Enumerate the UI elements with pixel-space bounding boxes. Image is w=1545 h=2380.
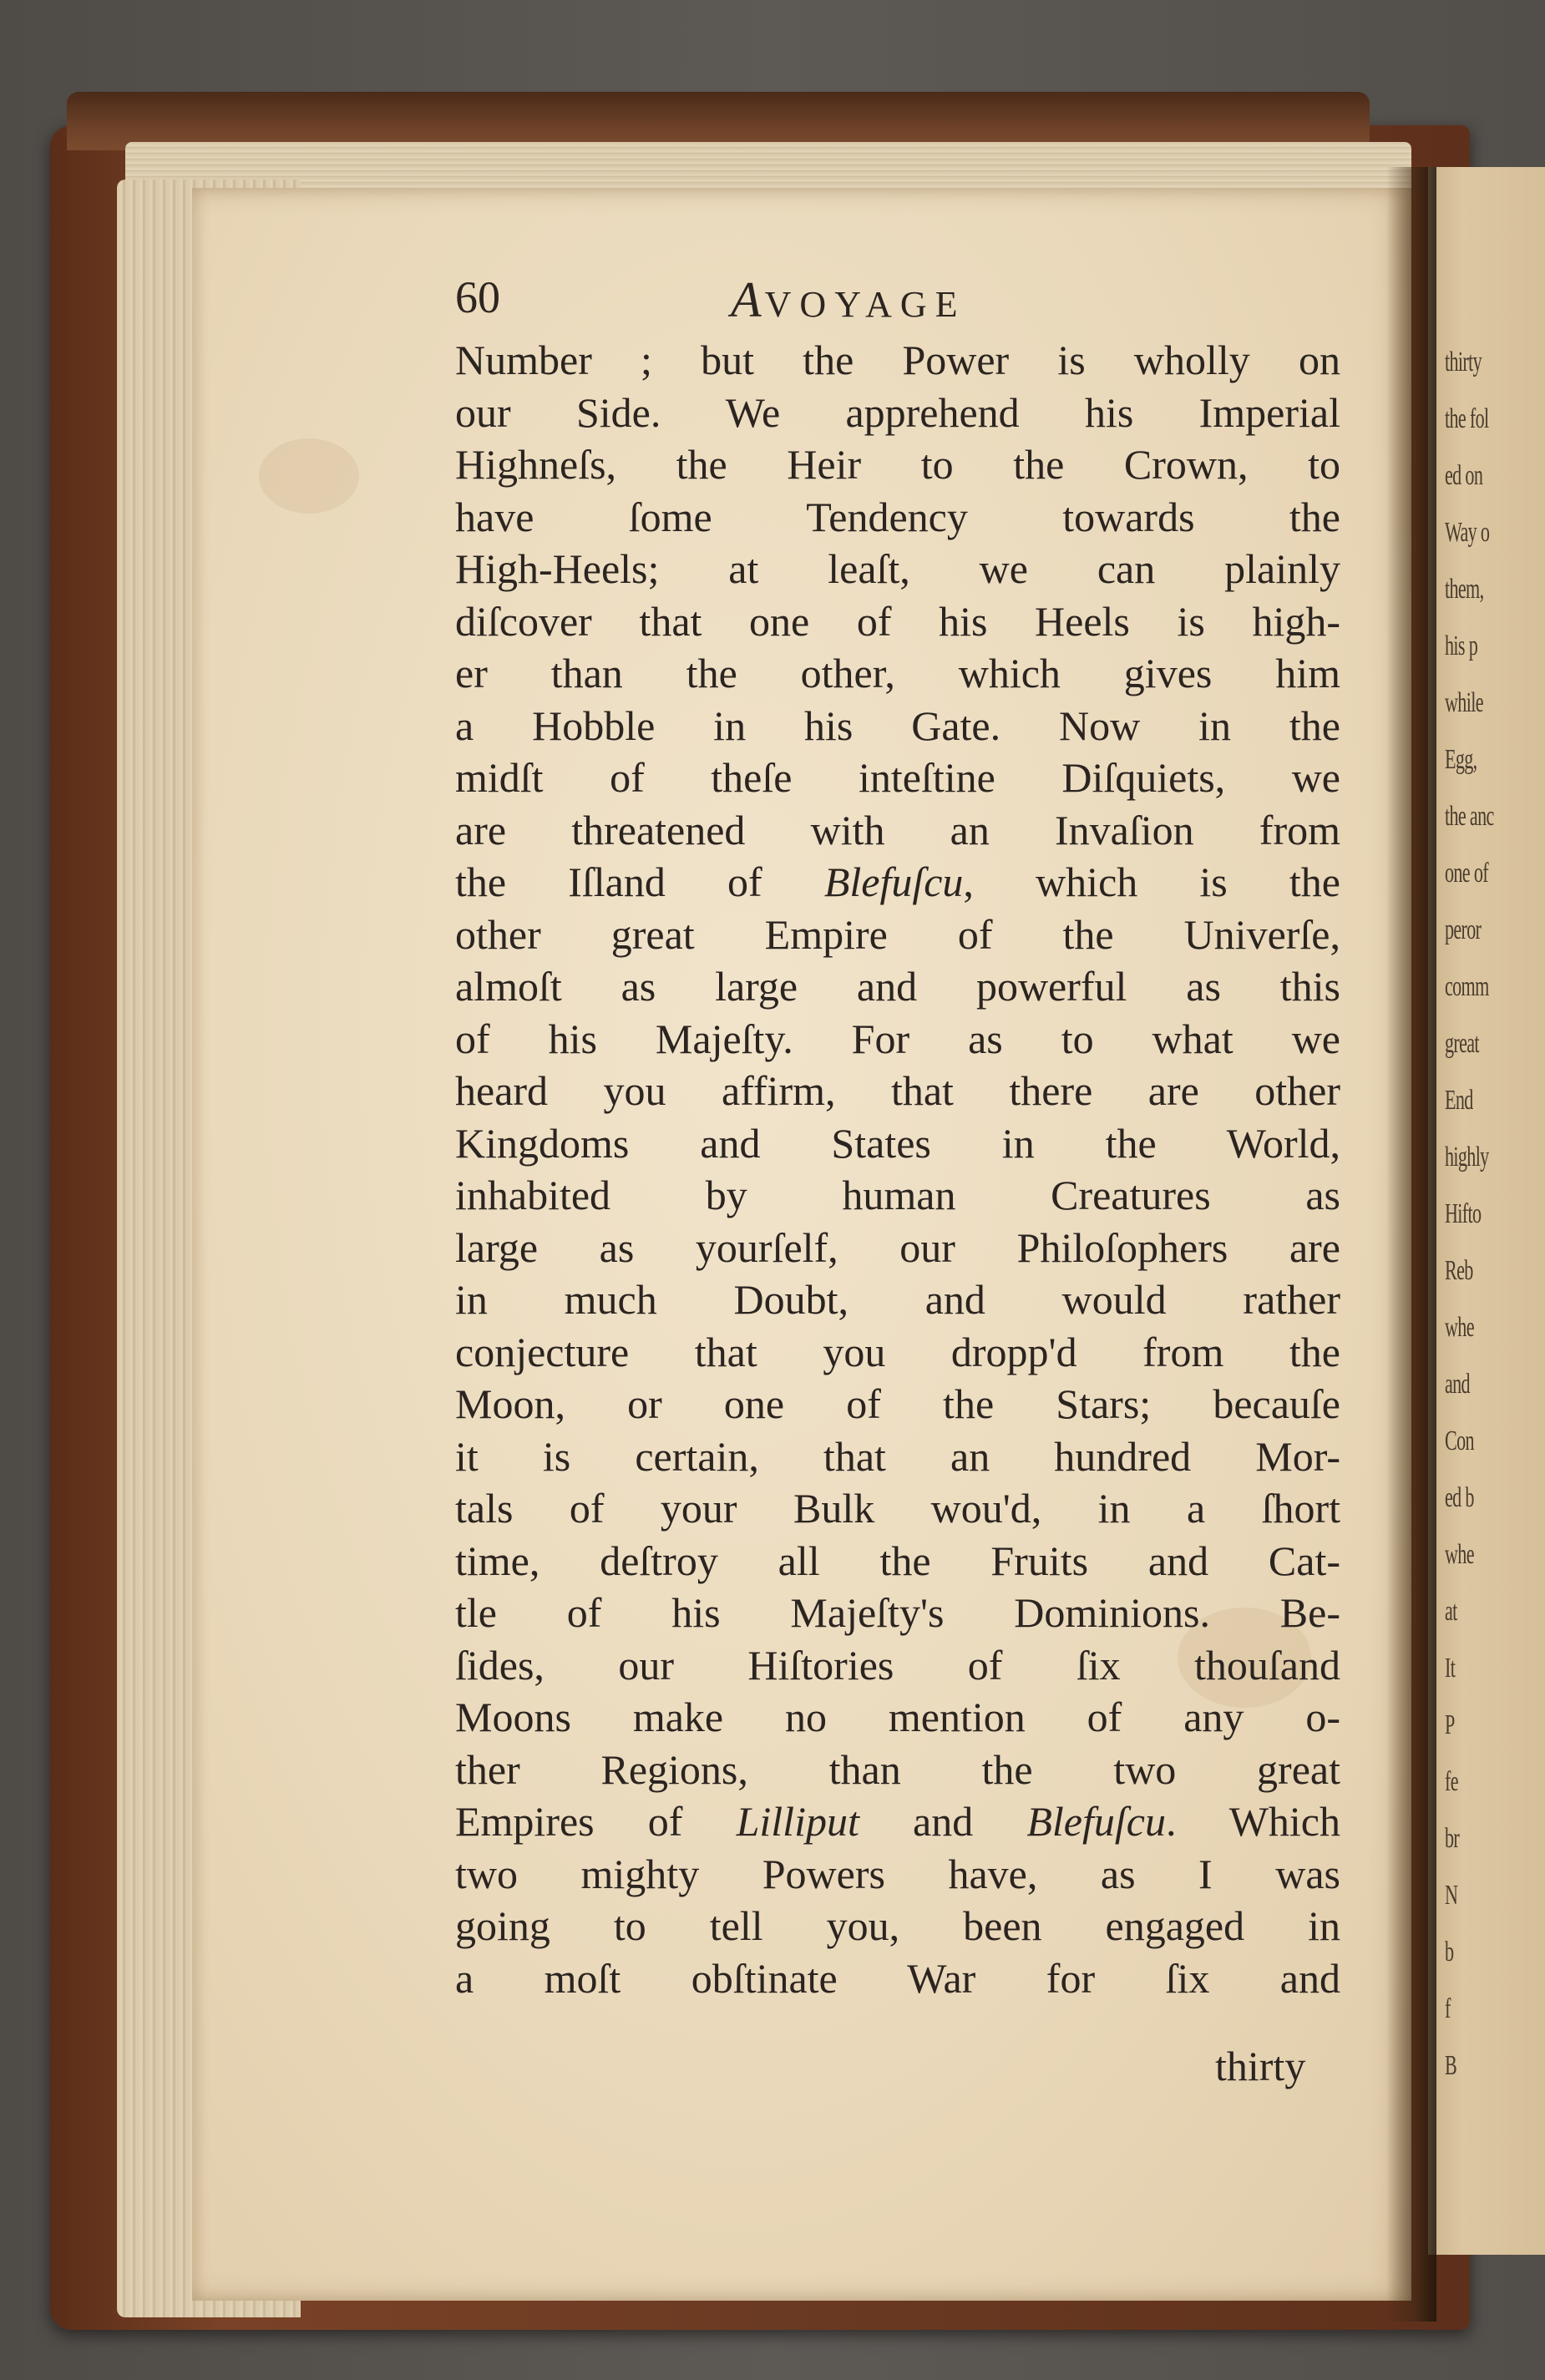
facing-page-fragment: thirty <box>1445 347 1482 377</box>
facing-page-fragment: Reb <box>1445 1255 1473 1286</box>
text-line: ther Regions, than the two great <box>455 1745 1340 1793</box>
text-line: Kingdoms and States in the World, <box>455 1119 1340 1167</box>
facing-page-fragment: Hifto <box>1445 1198 1482 1229</box>
paper-stain <box>259 438 359 514</box>
running-head-initial: A <box>731 272 765 327</box>
facing-page-fragment: peror <box>1445 914 1482 945</box>
text-line: two mighty Powers have, as I was <box>455 1850 1340 1897</box>
text-line: ſides, our Hiſtories of ſix thouſand <box>455 1641 1340 1689</box>
text-line: Highneſs, the Heir to the Crown, to <box>455 441 1340 488</box>
text-line: have ſome Tendency towards the <box>455 493 1340 540</box>
text-line: our Side. We apprehend his Imperial <box>455 388 1340 436</box>
text-line: diſcover that one of his Heels is high- <box>455 597 1340 645</box>
facing-page-fragment: them, <box>1445 574 1484 605</box>
facing-page <box>1428 167 1545 2255</box>
facing-page-fragment: It <box>1445 1653 1456 1684</box>
text-line: Moon, or one of the Stars; becauſe <box>455 1380 1340 1427</box>
text-line: heard you affirm, that there are other <box>455 1067 1340 1114</box>
running-head <box>731 271 966 329</box>
facing-page-fragment: Con <box>1445 1425 1474 1456</box>
facing-page-fragment: B <box>1445 2050 1457 2081</box>
facing-page-fragment: the anc <box>1445 801 1494 832</box>
facing-page-fragment: f <box>1445 1993 1451 2024</box>
facing-page-fragment: ed b <box>1445 1482 1474 1513</box>
facing-page-fragment: his p <box>1445 630 1478 661</box>
text-line: a Hobble in his Gate. Now in the <box>455 701 1340 749</box>
book-gutter <box>1386 167 1436 2322</box>
text-line: Moons make no mention of any o- <box>455 1694 1340 1740</box>
text-line: it is certain, that an hundred Mor- <box>455 1432 1340 1480</box>
text-line: going to tell you, been engaged in <box>455 1902 1340 1949</box>
facing-page-fragment: whe <box>1445 1539 1474 1570</box>
text-line: Number ; but the Power is wholly on <box>455 337 1340 383</box>
facing-page-fragment: at <box>1445 1596 1457 1627</box>
body-text <box>455 334 1340 2004</box>
text-line: High-Heels; at leaſt, we can plainly <box>455 545 1340 592</box>
facing-page-fragment: comm <box>1445 971 1489 1002</box>
facing-page-fragment: Egg, <box>1445 744 1477 775</box>
text-line: in much Doubt, and would rather <box>455 1276 1340 1323</box>
facing-page-fragment: b <box>1445 1937 1454 1967</box>
page-header <box>455 271 1357 330</box>
text-line: time, deſtroy all the Fruits and Cat- <box>455 1537 1340 1584</box>
facing-page-fragment: fe <box>1445 1766 1458 1797</box>
facing-page-fragment: the fol <box>1445 403 1489 434</box>
text-line: er than the other, which gives him <box>455 650 1340 696</box>
text-line: tle of his Majeſty's Dominions. Be- <box>455 1589 1340 1636</box>
facing-page-fragment: Way o <box>1445 517 1490 548</box>
facing-page-fragment: and <box>1445 1369 1470 1400</box>
facing-page-fragment: P <box>1445 1709 1455 1740</box>
text-line: midſt of theſe inteſtine Diſquiets, we <box>455 754 1340 801</box>
facing-page-fragment: whe <box>1445 1312 1474 1343</box>
text-line: are threatened with an Invaſion from <box>455 806 1340 853</box>
text-line: conjecture that you dropp'd from the <box>455 1328 1340 1375</box>
text-line: tals of your Bulk wou'd, in a ſhort <box>455 1485 1340 1532</box>
facing-page-fragment: End <box>1445 1085 1473 1116</box>
page-top-edges <box>125 142 1411 192</box>
facing-page-fragment: one of <box>1445 858 1488 889</box>
text-line: inhabited by human Creatures as <box>455 1172 1340 1218</box>
catchword: thirty <box>1215 2043 1306 2089</box>
text-line: Empires of Lilliput and Blefuſcu. Which <box>455 1798 1340 1845</box>
page-number: 60 <box>455 272 500 322</box>
text-line: almoſt as large and powerful as this <box>455 963 1340 1010</box>
text-line: the Iſland of Blefuſcu, which is the <box>455 858 1340 905</box>
running-head-word: VOYAGE <box>764 284 966 325</box>
text-line: of his Majeſty. For as to what we <box>455 1015 1340 1062</box>
facing-page-fragment: while <box>1445 687 1483 718</box>
facing-page-fragment: N <box>1445 1880 1458 1911</box>
facing-page-fragment: great <box>1445 1028 1479 1059</box>
facing-page-fragment: ed on <box>1445 460 1483 491</box>
facing-page-fragment: highly <box>1445 1142 1489 1172</box>
text-line: a moſt obſtinate War for ſix and <box>455 1954 1340 2002</box>
facing-page-fragment: br <box>1445 1823 1460 1854</box>
text-line: large as yourſelf, our Philoſophers are <box>455 1223 1340 1271</box>
text-line: other great Empire of the Univerſe, <box>455 910 1340 958</box>
